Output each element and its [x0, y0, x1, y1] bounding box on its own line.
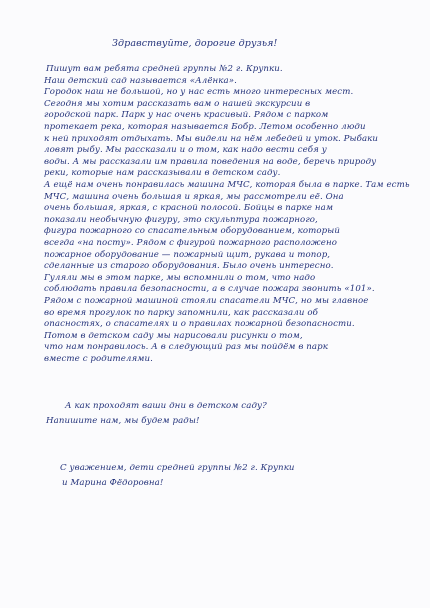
question-line: А как проходят ваши дни в детском саду? [65, 401, 267, 411]
body-line: опасностях, о спасателях и о правилах пожарной безопасности. [44, 319, 355, 330]
body-line: вместе с родителями. [44, 354, 153, 364]
body-line: Городок наш не большой, но у нас есть много интересных мест. [44, 87, 354, 98]
body-line: воды. А мы рассказали им правила поведения на воде, беречь природу [44, 156, 377, 167]
body-line: А ещё нам очень понравилась машина МЧС, которая была в парке. Там есть [44, 180, 410, 190]
body-line: Гуляли мы в этом парке, мы вспомнили о том, что надо [44, 272, 316, 283]
body-line: показали необычную фигуру, это скульптура пожарного, [44, 214, 318, 225]
body-line: всегда «на посту». Рядом с фигурой пожарного расположено [44, 238, 337, 248]
closing-line: С уважением, дети средней группы №2 г. Крупки [60, 463, 295, 473]
body-line: сделанные из старого оборудования. Было очень интересно. [44, 261, 334, 272]
greeting: Здравствуйте, дорогие друзья! [112, 38, 278, 49]
body-line: Сегодня мы хотим рассказать вам о нашей экскурсии в [44, 98, 311, 109]
body-line: реки, которые нам рассказывали в детском саду. [44, 168, 281, 179]
body-line: Наш детский сад называется «Алёнка». [44, 75, 237, 86]
body-line: ловят рыбу. Мы рассказали и о том, как надо вести себя у [44, 145, 327, 156]
body-line: пожарное оборудование — пожарный щит, рукава и топор, [44, 249, 331, 260]
body-line: протекает река, которая называется Бобр. Летом особенно люди [44, 122, 366, 132]
body-line: к ней приходят отдыхать. Мы видели на нём лебедей и уток. Рыбаки [44, 133, 379, 144]
body-line: городской парк. Парк у нас очень красивый. Рядом с парком [44, 110, 329, 121]
body-line: фигура пожарного со спасательным оборудованием, который [44, 226, 341, 237]
closing-line: и Марина Фёдоровна! [62, 478, 164, 488]
body-line: во время прогулок по парку запомнили, как рассказали об [44, 307, 318, 318]
body-line: Рядом с пожарной машиной стояли спасатели МЧС, но мы главное [44, 296, 369, 306]
body-line: Пишут вам ребята средней группы №2 г. Крупки. [46, 64, 283, 74]
body-line: что нам понравилось. А в следующий раз мы пойдём в парк [44, 342, 328, 353]
body-line: соблюдать правила безопасности, а в случае пожара звонить «101». [44, 284, 375, 295]
body-line: очень большая, яркая, с красной полосой. Бойцы в парке нам [44, 203, 334, 214]
question-line: Напишите нам, мы будем рады! [46, 416, 200, 426]
body-line: МЧС, машина очень большая и яркая, мы рассмотрели её. Она [44, 191, 344, 202]
body-line: Потом в детском саду мы нарисовали рисунки о том, [44, 330, 303, 341]
